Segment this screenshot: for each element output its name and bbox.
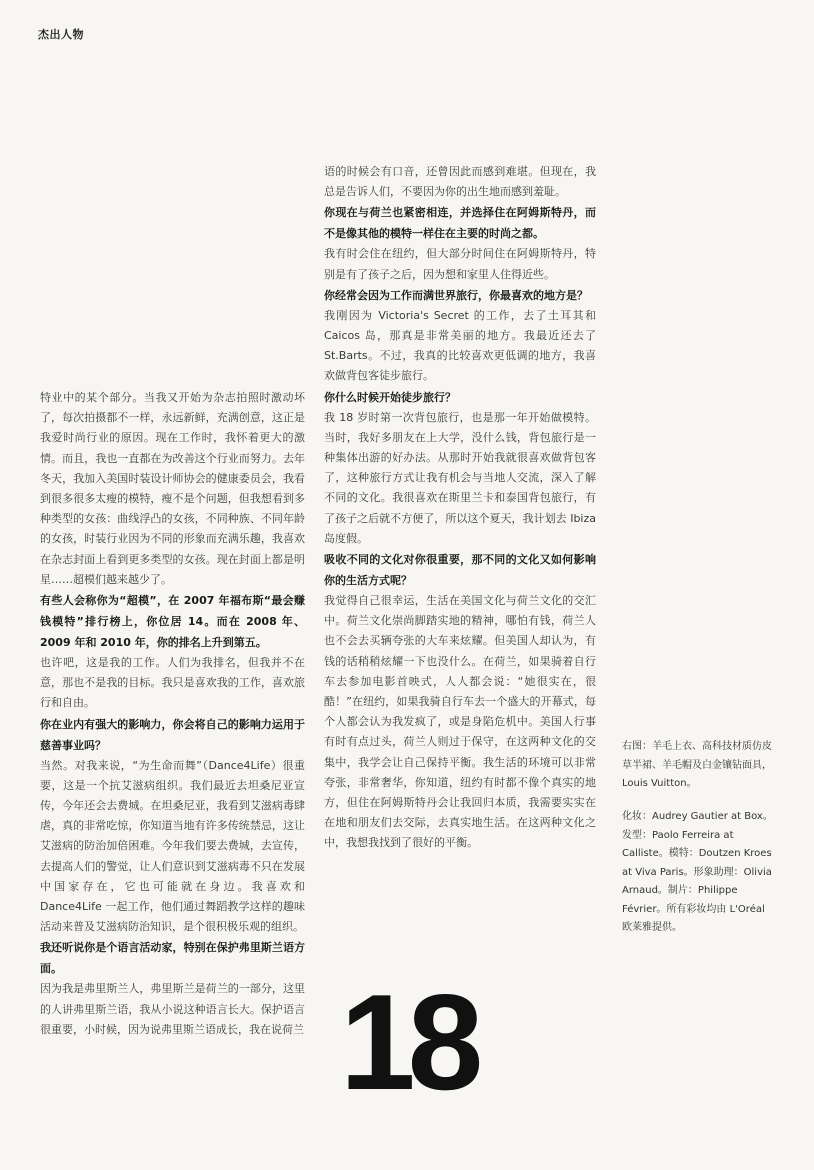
body-paragraph: 我觉得自己很幸运，生活在美国文化与荷兰文化的交汇中。荷兰文化崇尚脚踏实地的精神，哪怕有钱，荷兰人也不会去买辆夸张的大车来炫耀。但美国人却认为，有钱的话稍稍炫耀一下也没什么。在荷兰，如果骑着自行车去参加电影首映式，人人都会说：“她很实在，很酷！”在纽约，如果我骑自行车去一个盛大的开幕式，每个人都会认为我发疯了，或是身陷危机中。美国人行事有时有点过头，荷兰人则过于保守，在这两种文化的交集中，我学会让自己保持平衡。我生活的环境可以非常夸张，非常奢华，你知道，纽约有时都不像个真实的地方，但住在阿姆斯特丹会让我回归本质，我需要实实在在地和朋友们去交际，去真实地生活。在这两种文化之中，我想我找到了很好的平衡。 bbox=[324, 594, 596, 850]
body-paragraph: 因为我是弗里斯兰人，弗里斯兰是荷兰的一部分，这里的人讲弗里斯兰语，我从小说这种语言长大。保护语言很重要，小时候，因为说弗里斯兰语成长，我在说荷兰 bbox=[40, 982, 305, 1036]
body-paragraph: 特业中的某个部分。当我又开始为杂志拍照时激动坏了，每次拍摄都不一样，永远新鲜，充满创意，这正是我爱时尚行业的原因。现在工作时，我怀着更大的激情。而且，我也一直都在为改善这个行业而努力。去年冬天，我加入美国时装设计师协会的健康委员会，我看到很多很多太瘦的模特，瘦不是个问题，但我想看到多种类型的女孩：曲线浮凸的女孩，不同种族、不同年龄的女孩，时装行业因为不同的形象而充满乐趣，我喜欢在杂志封面上看到更多类型的女孩。现在封面上都是明星……超模们越来越少了。 bbox=[40, 391, 305, 586]
interview-question: 你在业内有强大的影响力，你会将自己的影响力运用于慈善事业吗？ bbox=[40, 717, 305, 752]
interview-question: 吸收不同的文化对你很重要，那不同的文化又如何影响你的生活方式呢？ bbox=[324, 553, 596, 588]
section-label: 杰出人物 bbox=[38, 28, 84, 41]
body-paragraph: 语的时候会有口音，还曾因此而感到难堪。但现在，我总是告诉人们，不要因为你的出生地而感到羞耻。 bbox=[324, 165, 596, 199]
staff-credit-text: 化妆：Audrey Gautier at Box。发型：Paolo Ferreira at Calliste。模特：Doutzen Kroes at Viva Paris。形象助理：Olivia Arnaud。制片：Philippe Février。所有彩妆均由 L'Oréal 欧莱雅提供。 bbox=[622, 811, 773, 933]
interview-question: 你现在与荷兰也紧密相连，并选择住在阿姆斯特丹，而不是像其他的模特一样住在主要的时尚之都。 bbox=[324, 206, 596, 241]
photo-caption bbox=[622, 738, 777, 794]
body-paragraph: 我有时会住在纽约，但大部分时间住在阿姆斯特丹，特别是有了孩子之后，因为想和家里人住得近些。 bbox=[324, 247, 596, 281]
article-left-column bbox=[40, 388, 305, 1040]
body-paragraph: 也许吧，这是我的工作。人们为我排名，但我并不在意，那也不是我的目标。我只是喜欢我的工作，喜欢旅行和自由。 bbox=[40, 656, 305, 710]
body-paragraph: 我 18 岁时第一次背包旅行，也是那一年开始做模特。当时，我好多朋友在上大学，没什么钱，背包旅行是一种集体出游的好办法。从那时开始我就很喜欢做背包客了，这种旅行方式让我有机会与当地人交流，深入了解不同的文化。我很喜欢在斯里兰卡和泰国背包旅行，有了孩子之后就不方便了，所以这个夏天，我计划去 Ibiza 岛度假。 bbox=[324, 410, 596, 545]
article-middle-column bbox=[324, 162, 596, 854]
page-number: 18 bbox=[340, 966, 476, 1118]
interview-question: 你什么时候开始徒步旅行？ bbox=[324, 390, 456, 404]
body-paragraph: 当然。对我来说，“为生命而舞”（Dance4Life）很重要，这是一个抗艾滋病组织。我们最近去坦桑尼亚宣传，今年还会去费城。在坦桑尼亚，我看到艾滋病毒肆虐，真的非常吃惊，你知道当地有许多传统禁忌，这让艾滋病的防治加倍困难。今年我们要去费城，去宣传，去提高人们的警觉，让人们意识到艾滋病毒不只在发展中国家存在，它也可能就在身边。我喜欢和 Dance4Life 一起工作，他们通过舞蹈教学这样的趣味活动来普及艾滋病防治知识，是个很积极乐观的组织。 bbox=[40, 758, 305, 934]
staff-credits bbox=[622, 808, 777, 938]
interview-question: 有些人会称你为“超模”，在 2007 年福布斯“最会赚钱模特”排行榜上，你位居 14。而在 2008 年、2009 年和 2010 年，你的排名上升到第五。 bbox=[40, 594, 305, 650]
interview-question: 我还听说你是个语言活动家，特别在保护弗里斯兰语方面。 bbox=[40, 941, 305, 976]
interview-question: 你经常会因为工作而满世界旅行，你最喜欢的地方是？ bbox=[324, 288, 588, 302]
body-paragraph: 我刚因为 Victoria's Secret 的工作，去了土耳其和 Caicos 岛，那真是非常美丽的地方。我最近还去了 St.Barts。不过，我真的比较喜欢更低调的地方，我喜欢做背包客徒步旅行。 bbox=[324, 308, 596, 383]
outfit-credit: 右图：羊毛上衣、高科技材质仿皮草半裙、羊毛帽及白金镶钻面具，Louis Vuitton。 bbox=[622, 741, 772, 789]
